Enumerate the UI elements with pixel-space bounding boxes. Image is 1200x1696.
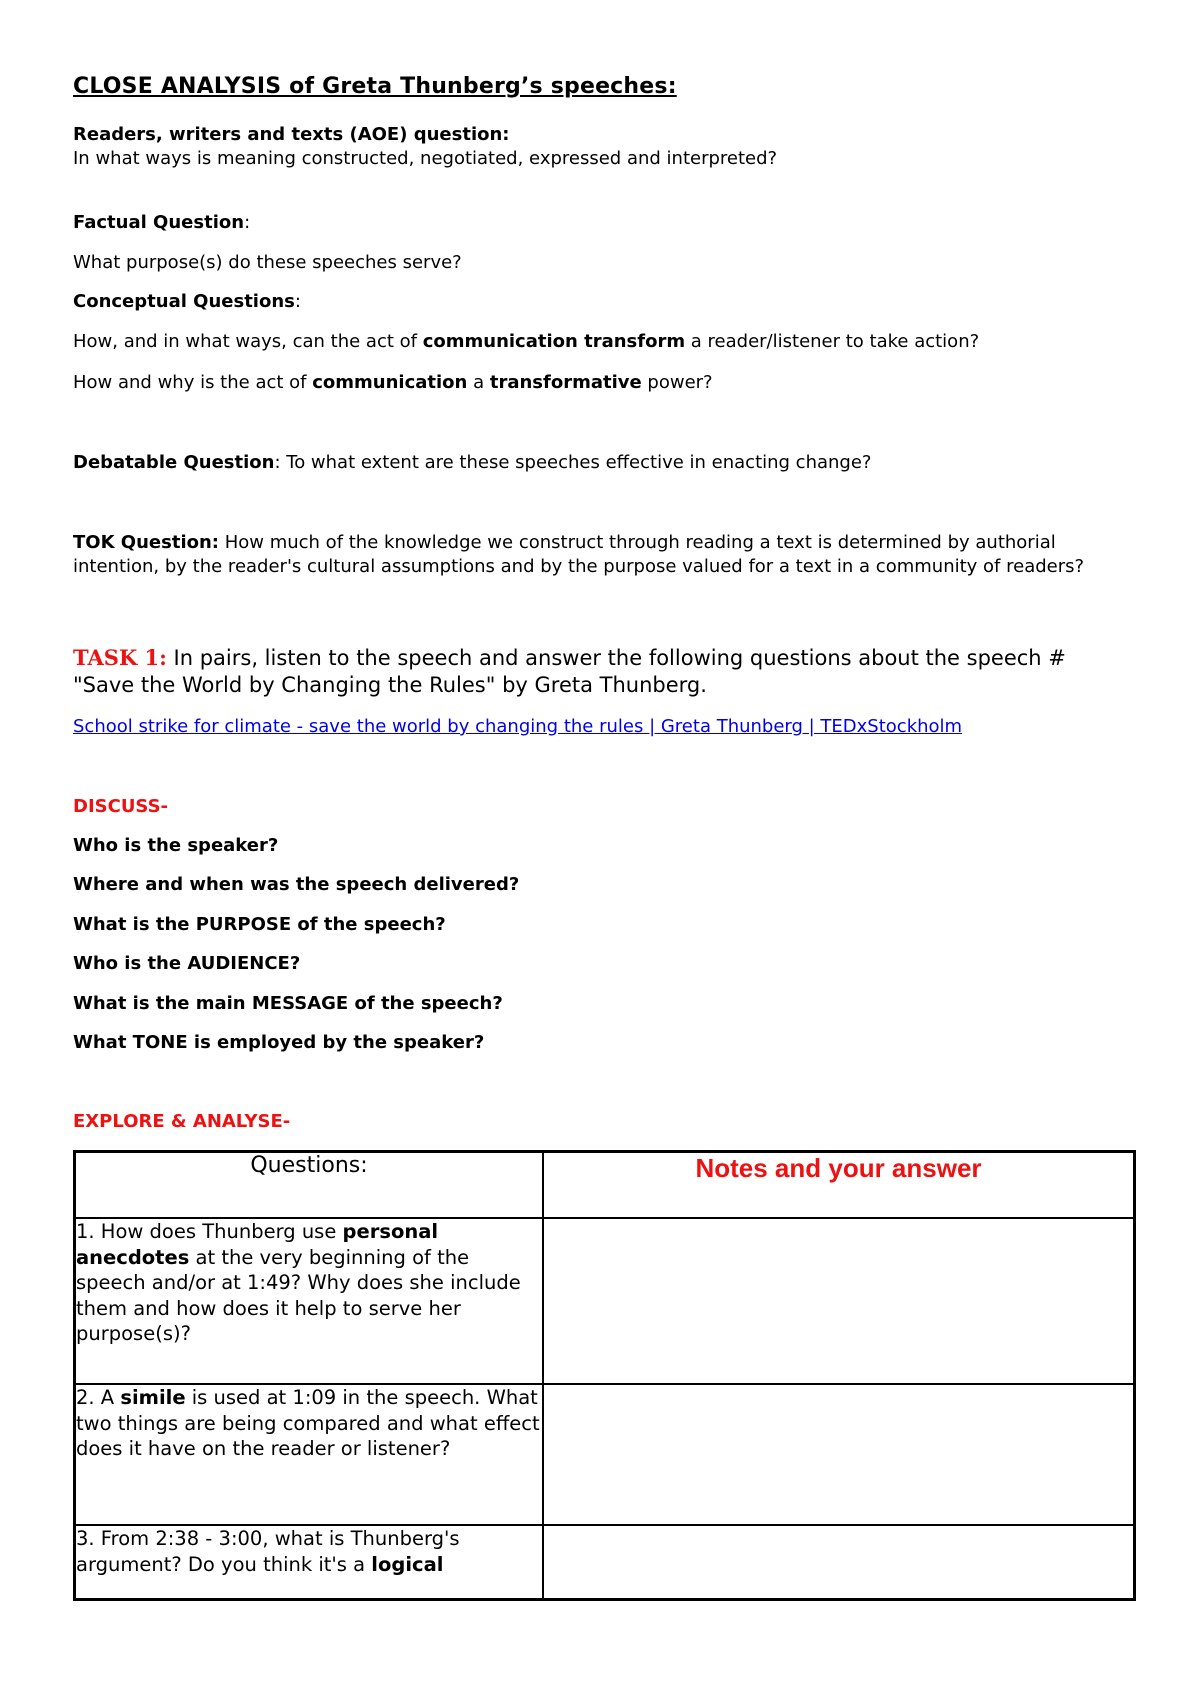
- ted-video-link[interactable]: School strike for climate - save the world by changing the rules | Greta Thunberg | TEDxStockholm: [73, 716, 963, 737]
- task1-line1: [73, 645, 1066, 670]
- questions-column-header: Questions:: [75, 1152, 544, 1219]
- notes-column-header: Notes and your answer: [543, 1152, 1135, 1219]
- discuss-question: What TONE is employed by the speaker?: [73, 1032, 485, 1053]
- bold-run: communication transform: [422, 331, 686, 352]
- question-cell: [75, 1525, 544, 1599]
- task1-line2: "Save the World by Changing the Rules" by Greta Thunberg.: [73, 673, 707, 697]
- bold-run: logical: [371, 1552, 444, 1576]
- table-row: [75, 1384, 1135, 1525]
- explore-heading: EXPLORE & ANALYSE-: [73, 1111, 291, 1132]
- conceptual-q1: [73, 331, 979, 352]
- factual-text: What purpose(s) do these speeches serve?: [73, 252, 462, 273]
- discuss-question: What is the PURPOSE of the speech?: [73, 914, 446, 935]
- conceptual-label: Conceptual Questions: [73, 291, 295, 312]
- text-run: a reader/listener to take action?: [685, 331, 980, 352]
- debatable-question: [73, 452, 871, 473]
- conceptual-colon: :: [294, 291, 301, 312]
- table-row: [75, 1218, 1135, 1384]
- aoe-label: Readers, writers and texts (AOE) question:: [73, 124, 510, 145]
- text-run: How and why is the act of: [73, 372, 313, 393]
- answer-cell[interactable]: [543, 1384, 1135, 1525]
- question-cell: [75, 1218, 544, 1384]
- discuss-question: Who is the AUDIENCE?: [73, 953, 301, 974]
- tok-label: TOK Question:: [73, 532, 219, 553]
- text-run: power?: [641, 372, 713, 393]
- factual-question: [73, 212, 250, 233]
- discuss-question: Who is the speaker?: [73, 835, 279, 856]
- task1-text: In pairs, listen to the speech and answer the following questions about the speech #: [166, 646, 1066, 670]
- factual-label: Factual Question: [73, 212, 245, 233]
- analysis-table: [73, 1150, 1136, 1601]
- tok-question-line2: intention, by the reader's cultural assumptions and by the purpose valued for a text in a community of readers?: [73, 556, 1085, 577]
- text-run: 2. A: [76, 1386, 121, 1409]
- task1-label: TASK 1:: [73, 645, 167, 670]
- discuss-question: What is the main MESSAGE of the speech?: [73, 993, 503, 1014]
- text-run: 1. How does Thunberg use: [76, 1220, 343, 1243]
- discuss-question: Where and when was the speech delivered?: [73, 874, 520, 895]
- tok-question-line1: [73, 532, 1056, 553]
- tok-text: How much of the knowledge we construct through reading a text is determined by authorial: [219, 532, 1056, 553]
- text-run: 3. From 2:38 - 3:00, what is Thunberg's argument? Do you think it's a: [76, 1527, 460, 1576]
- discuss-heading: DISCUSS-: [73, 796, 169, 817]
- conceptual-question: [73, 291, 301, 312]
- bold-run: personal anecdotes: [76, 1220, 439, 1269]
- aoe-text: In what ways is meaning constructed, negotiated, expressed and interpreted?: [73, 148, 778, 169]
- page-title: CLOSE ANALYSIS of Greta Thunberg’s speeches:: [73, 74, 677, 99]
- text-run: How, and in what ways, can the act of: [73, 331, 423, 352]
- text-run: a: [467, 372, 490, 393]
- table-header-row: [75, 1152, 1135, 1219]
- conceptual-q2: [73, 372, 713, 393]
- answer-cell[interactable]: [543, 1218, 1135, 1384]
- debatable-label: Debatable Question: [73, 452, 275, 473]
- answer-cell[interactable]: [543, 1525, 1135, 1599]
- table-row: [75, 1525, 1135, 1599]
- question-cell: [75, 1384, 544, 1525]
- debatable-text: : To what extent are these speeches effective in enacting change?: [274, 452, 872, 473]
- factual-colon: :: [244, 212, 251, 233]
- text-run: is used at 1:09 in the speech. What two things are being compared and what effect does it have on the reader or listener?: [76, 1386, 540, 1460]
- bold-run: transformative: [489, 372, 642, 393]
- bold-run: simile: [120, 1386, 186, 1409]
- text-run: at the very beginning of the speech and/or at 1:49? Why does she include them and how does it help to serve her purpose(s)?: [76, 1245, 521, 1345]
- bold-run: communication: [312, 372, 468, 393]
